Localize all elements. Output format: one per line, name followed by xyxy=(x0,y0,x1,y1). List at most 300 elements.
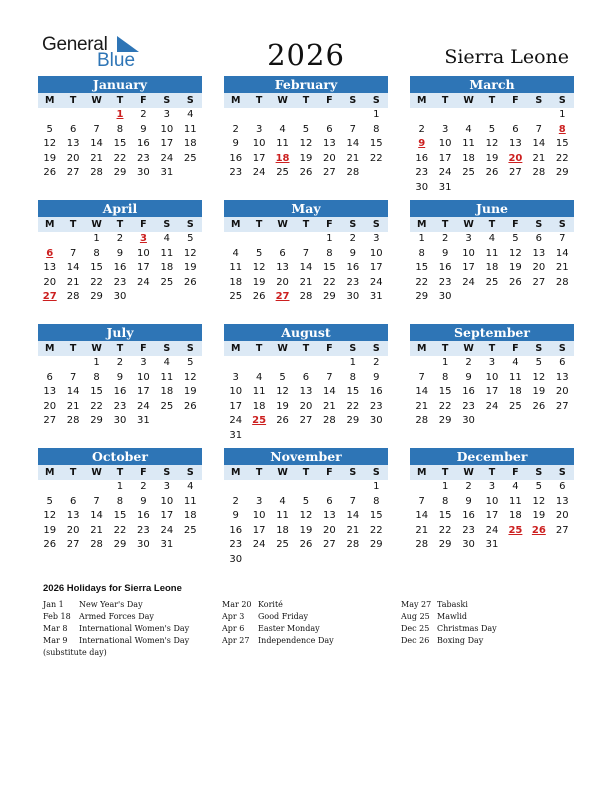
weekday-label: F xyxy=(140,343,147,354)
day: 1 xyxy=(441,481,449,492)
day: 5 xyxy=(512,233,519,244)
day: 7 xyxy=(559,233,566,244)
weekday-label: F xyxy=(512,95,519,106)
day-grid xyxy=(38,109,202,182)
day: 12 xyxy=(299,138,313,150)
day: 2 xyxy=(418,123,425,135)
day: 11 xyxy=(183,495,197,507)
holiday-name: Armed Forces Day xyxy=(79,612,154,621)
day: 13 xyxy=(66,510,80,522)
day: 17 xyxy=(485,386,499,398)
day: 15 xyxy=(369,138,383,150)
day: 2 xyxy=(232,495,239,507)
holiday-row xyxy=(401,623,497,635)
day: 10 xyxy=(485,371,499,383)
weekday-label: M xyxy=(44,219,55,230)
holiday-name: Boxing Day xyxy=(437,636,484,645)
day: 17 xyxy=(160,138,174,150)
day: 31 xyxy=(369,291,383,303)
day-grid xyxy=(410,481,574,554)
weekday-label: S xyxy=(372,343,380,354)
day: 4 xyxy=(163,357,171,368)
day: 11 xyxy=(485,247,499,259)
holiday-day: 27 xyxy=(275,291,290,303)
day: 16 xyxy=(113,386,127,398)
weekday-label: S xyxy=(163,467,171,478)
day: 9 xyxy=(116,371,124,383)
day: 26 xyxy=(276,415,289,427)
day: 24 xyxy=(369,276,383,288)
day: 24 xyxy=(137,400,150,412)
day: 22 xyxy=(438,524,452,536)
day: 5 xyxy=(187,233,194,244)
day: 14 xyxy=(66,386,80,398)
empty-cell xyxy=(247,357,270,372)
weekday-label: S xyxy=(349,95,357,106)
day: 1 xyxy=(349,357,357,368)
day: 10 xyxy=(137,371,150,383)
weekday-label: S xyxy=(558,467,566,478)
holiday-day: 20 xyxy=(508,152,523,164)
day: 25 xyxy=(229,291,243,303)
weekday-label: S xyxy=(163,219,171,230)
day: 13 xyxy=(555,495,569,507)
day: 6 xyxy=(279,247,286,259)
day: 23 xyxy=(229,167,243,179)
empty-cell xyxy=(61,233,84,248)
weekday-label: F xyxy=(326,219,333,230)
weekday-label: F xyxy=(140,219,147,230)
day: 12 xyxy=(509,247,522,259)
day: 23 xyxy=(113,400,127,412)
day: 28 xyxy=(555,276,569,288)
weekday-label: T xyxy=(116,343,124,354)
country-name: Sierra Leone xyxy=(444,46,569,68)
day: 16 xyxy=(113,262,127,274)
day: 13 xyxy=(323,138,336,150)
month-title: May xyxy=(224,200,388,217)
month-november xyxy=(224,448,388,569)
weekday-label: W xyxy=(91,467,102,478)
day: 8 xyxy=(418,247,425,259)
day: 30 xyxy=(438,291,452,303)
day: 26 xyxy=(299,167,313,179)
month-march xyxy=(410,76,574,197)
day: 5 xyxy=(255,247,263,259)
day: 19 xyxy=(532,510,546,522)
weekday-label: W xyxy=(463,95,474,106)
day: 1 xyxy=(93,233,100,244)
day: 18 xyxy=(160,262,174,274)
day: 14 xyxy=(555,247,569,259)
day: 16 xyxy=(346,262,360,274)
day: 31 xyxy=(229,429,243,441)
weekday-label: T xyxy=(441,95,449,106)
day: 21 xyxy=(90,524,103,536)
day: 24 xyxy=(438,167,452,179)
day: 11 xyxy=(183,123,197,135)
day: 22 xyxy=(555,152,569,164)
day: 29 xyxy=(438,415,452,427)
day: 12 xyxy=(183,371,197,383)
day: 11 xyxy=(276,138,289,150)
day: 8 xyxy=(93,371,100,383)
holiday-day: 25 xyxy=(252,415,267,427)
weekday-label: S xyxy=(535,467,543,478)
day: 20 xyxy=(323,524,336,536)
month-title: April xyxy=(38,200,202,217)
day: 6 xyxy=(302,371,310,383)
day: 17 xyxy=(252,524,266,536)
weekday-label: T xyxy=(116,219,124,230)
day: 28 xyxy=(90,167,103,179)
holiday-date: Dec 26 xyxy=(401,636,430,645)
day: 11 xyxy=(160,371,174,383)
day: 8 xyxy=(373,495,380,507)
month-january xyxy=(38,76,202,182)
day-grid xyxy=(224,233,388,306)
month-april xyxy=(38,200,202,306)
holiday-column xyxy=(222,599,334,647)
month-june xyxy=(410,200,574,306)
weekday-header xyxy=(38,341,202,356)
day: 28 xyxy=(299,291,313,303)
day: 28 xyxy=(323,415,336,427)
day: 17 xyxy=(252,152,266,164)
day: 8 xyxy=(373,123,380,135)
day: 29 xyxy=(555,167,569,179)
holiday-row xyxy=(43,611,189,623)
month-september xyxy=(410,324,574,430)
day: 2 xyxy=(465,357,472,368)
weekday-header xyxy=(410,465,574,480)
weekday-label: S xyxy=(558,95,566,106)
day: 17 xyxy=(137,262,150,274)
day: 21 xyxy=(299,276,313,288)
day: 29 xyxy=(438,539,452,551)
day: 3 xyxy=(163,481,171,492)
weekday-label: T xyxy=(441,467,449,478)
empty-cell xyxy=(271,481,294,496)
holiday-row xyxy=(43,647,189,659)
weekday-label: T xyxy=(69,219,77,230)
day: 23 xyxy=(346,276,360,288)
day: 21 xyxy=(346,152,360,164)
weekday-label: F xyxy=(512,219,519,230)
holiday-name: New Year's Day xyxy=(79,600,143,609)
day: 21 xyxy=(555,262,569,274)
day: 7 xyxy=(69,371,77,383)
day: 18 xyxy=(183,510,197,522)
weekday-label: W xyxy=(463,219,474,230)
day: 19 xyxy=(183,262,197,274)
day: 7 xyxy=(302,247,310,259)
day: 16 xyxy=(229,152,243,164)
empty-cell xyxy=(38,233,61,248)
weekday-label: S xyxy=(186,343,194,354)
holiday-day: 27 xyxy=(42,291,57,303)
day: 18 xyxy=(462,152,475,164)
day: 17 xyxy=(462,262,475,274)
day: 25 xyxy=(276,539,289,551)
day: 30 xyxy=(113,291,127,303)
day: 15 xyxy=(323,262,336,274)
day: 30 xyxy=(346,291,360,303)
empty-cell xyxy=(224,233,247,248)
day: 21 xyxy=(415,400,429,412)
weekday-label: S xyxy=(163,343,171,354)
empty-cell xyxy=(318,481,341,496)
day: 2 xyxy=(140,481,147,492)
day: 6 xyxy=(559,481,566,492)
weekday-label: M xyxy=(230,95,241,106)
day: 21 xyxy=(346,524,360,536)
weekday-label: T xyxy=(488,343,496,354)
day: 27 xyxy=(299,415,313,427)
day: 7 xyxy=(93,123,100,135)
day: 31 xyxy=(160,539,174,551)
weekday-label: T xyxy=(302,467,310,478)
weekday-label: M xyxy=(416,343,427,354)
day: 8 xyxy=(441,371,449,383)
weekday-label: S xyxy=(372,95,380,106)
day: 9 xyxy=(140,123,147,135)
holiday-day: 18 xyxy=(275,152,290,164)
day: 4 xyxy=(163,233,171,244)
weekday-label: T xyxy=(69,467,77,478)
weekday-label: M xyxy=(416,95,427,106)
day: 6 xyxy=(512,123,519,135)
day: 13 xyxy=(276,262,289,274)
day: 19 xyxy=(183,386,197,398)
holiday-row xyxy=(43,599,189,611)
day: 9 xyxy=(232,138,239,150)
day: 19 xyxy=(532,386,546,398)
weekday-label: W xyxy=(91,95,102,106)
day: 17 xyxy=(137,386,150,398)
weekday-label: T xyxy=(302,343,310,354)
day: 10 xyxy=(438,138,452,150)
day: 28 xyxy=(346,539,360,551)
weekday-header xyxy=(224,465,388,480)
day: 21 xyxy=(323,400,336,412)
day: 26 xyxy=(183,400,197,412)
day: 28 xyxy=(90,539,103,551)
day: 16 xyxy=(229,524,243,536)
holiday-name: International Women's Day xyxy=(79,636,190,645)
weekday-label: M xyxy=(230,219,241,230)
day: 14 xyxy=(415,510,429,522)
weekday-label: S xyxy=(535,95,543,106)
day: 25 xyxy=(183,524,197,536)
day: 20 xyxy=(532,262,546,274)
weekday-label: S xyxy=(163,95,171,106)
day: 10 xyxy=(160,495,174,507)
day: 17 xyxy=(229,400,243,412)
day: 9 xyxy=(441,247,449,259)
weekday-label: S xyxy=(349,343,357,354)
day: 14 xyxy=(66,262,80,274)
day: 12 xyxy=(485,138,499,150)
day: 16 xyxy=(462,510,475,522)
month-title: June xyxy=(410,200,574,217)
month-october xyxy=(38,448,202,554)
holiday-day: 9 xyxy=(418,138,426,150)
weekday-label: W xyxy=(91,343,102,354)
day: 16 xyxy=(438,262,452,274)
day: 4 xyxy=(187,481,194,492)
empty-cell xyxy=(341,109,364,124)
holiday-row xyxy=(222,599,334,611)
day: 3 xyxy=(373,233,380,244)
day: 12 xyxy=(43,510,57,522)
day: 17 xyxy=(160,510,174,522)
day: 1 xyxy=(93,357,100,368)
day: 8 xyxy=(326,247,333,259)
weekday-label: S xyxy=(535,219,543,230)
day: 21 xyxy=(532,152,546,164)
day: 13 xyxy=(323,510,336,522)
day-grid xyxy=(224,357,388,445)
day: 19 xyxy=(299,524,313,536)
day: 24 xyxy=(485,400,499,412)
day: 7 xyxy=(326,371,333,383)
empty-cell xyxy=(410,109,433,124)
day: 12 xyxy=(532,495,546,507)
day: 4 xyxy=(465,123,472,135)
day: 7 xyxy=(69,247,77,259)
holiday-date: Apr 3 xyxy=(222,612,245,621)
day: 27 xyxy=(66,539,80,551)
holiday-date: Apr 6 xyxy=(222,624,245,633)
day: 28 xyxy=(66,291,80,303)
day: 19 xyxy=(485,152,499,164)
weekday-label: S xyxy=(349,467,357,478)
day: 14 xyxy=(90,138,103,150)
weekday-label: M xyxy=(44,343,55,354)
day: 17 xyxy=(485,510,499,522)
day: 3 xyxy=(488,357,496,368)
day: 22 xyxy=(369,152,383,164)
day: 13 xyxy=(532,247,546,259)
day: 8 xyxy=(93,247,100,259)
weekday-label: W xyxy=(277,467,288,478)
empty-cell xyxy=(410,357,433,372)
weekday-label: F xyxy=(140,467,147,478)
month-december xyxy=(410,448,574,554)
day: 22 xyxy=(90,276,103,288)
day: 9 xyxy=(373,371,380,383)
month-july xyxy=(38,324,202,430)
day: 19 xyxy=(276,400,289,412)
day: 30 xyxy=(137,167,150,179)
empty-cell xyxy=(341,481,364,496)
weekday-label: F xyxy=(326,343,333,354)
day: 12 xyxy=(276,386,289,398)
day: 5 xyxy=(535,357,543,368)
day: 1 xyxy=(326,233,333,244)
weekday-label: T xyxy=(488,219,496,230)
day: 4 xyxy=(255,371,263,383)
weekday-label: F xyxy=(512,467,519,478)
day: 29 xyxy=(346,415,360,427)
day: 23 xyxy=(137,524,150,536)
weekday-label: T xyxy=(488,95,496,106)
day: 9 xyxy=(116,247,124,259)
day: 20 xyxy=(276,276,289,288)
weekday-label: M xyxy=(44,95,55,106)
day: 5 xyxy=(535,481,543,492)
weekday-label: M xyxy=(230,343,241,354)
day: 28 xyxy=(346,167,360,179)
day: 27 xyxy=(43,415,57,427)
day-grid xyxy=(410,233,574,306)
day: 5 xyxy=(279,371,286,383)
day: 7 xyxy=(349,123,357,135)
day: 23 xyxy=(462,400,475,412)
day: 12 xyxy=(252,262,266,274)
day: 5 xyxy=(302,495,310,507)
day: 15 xyxy=(90,386,103,398)
day: 21 xyxy=(66,400,80,412)
weekday-label: M xyxy=(416,467,427,478)
day: 1 xyxy=(373,109,380,120)
day: 29 xyxy=(369,539,383,551)
empty-cell xyxy=(85,109,108,124)
month-title: July xyxy=(38,324,202,341)
weekday-label: T xyxy=(69,95,77,106)
day: 8 xyxy=(116,123,124,135)
day: 23 xyxy=(438,276,452,288)
day: 20 xyxy=(555,510,569,522)
holiday-day: 3 xyxy=(139,233,147,244)
weekday-label: S xyxy=(186,95,194,106)
day: 4 xyxy=(512,357,519,368)
weekday-label: S xyxy=(372,219,380,230)
day: 13 xyxy=(66,138,80,150)
empty-cell xyxy=(504,109,527,124)
month-title: March xyxy=(410,76,574,93)
day: 6 xyxy=(46,371,53,383)
holiday-day: 6 xyxy=(46,247,54,259)
day: 14 xyxy=(532,138,546,150)
day: 19 xyxy=(43,524,57,536)
day: 8 xyxy=(349,371,357,383)
weekday-label: T xyxy=(302,95,310,106)
day: 29 xyxy=(90,415,103,427)
day: 2 xyxy=(465,481,472,492)
day: 23 xyxy=(137,152,150,164)
empty-cell xyxy=(457,109,480,124)
day: 15 xyxy=(113,138,127,150)
weekday-label: M xyxy=(44,467,55,478)
weekday-header xyxy=(410,93,574,108)
day: 4 xyxy=(232,247,239,259)
weekday-label: M xyxy=(416,219,427,230)
day: 22 xyxy=(323,276,336,288)
day: 9 xyxy=(140,495,147,507)
weekday-label: T xyxy=(255,95,263,106)
day: 31 xyxy=(137,415,150,427)
day: 15 xyxy=(415,262,429,274)
empty-cell xyxy=(271,109,294,124)
day: 10 xyxy=(485,495,499,507)
logo-blue-text: Blue xyxy=(97,50,136,71)
day: 29 xyxy=(415,291,429,303)
holiday-date: Aug 25 xyxy=(401,612,430,621)
weekday-header xyxy=(38,93,202,108)
day: 26 xyxy=(252,291,266,303)
